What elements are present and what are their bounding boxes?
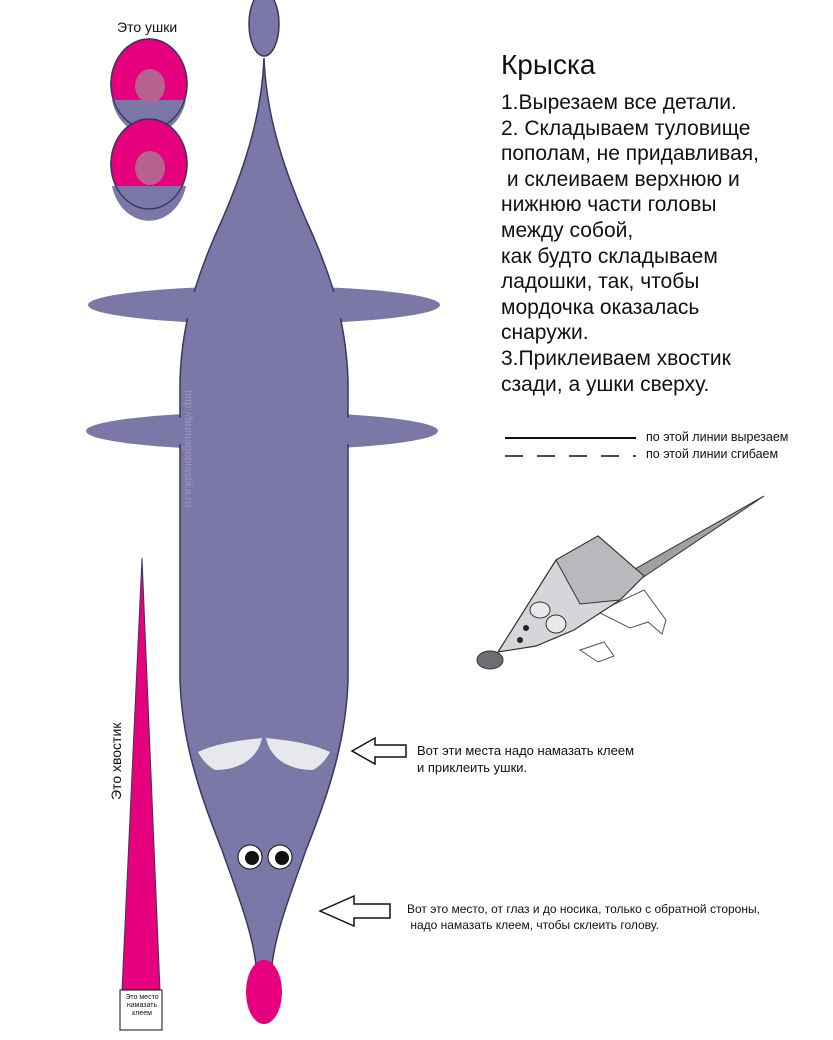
ear-bottom [111, 119, 187, 221]
glue-head-note: Вот это место, от глаз и до носика, только с обратной стороны, надо намазать клеем, чтобы склеить голову. [407, 902, 760, 932]
tail-glue-note: Это место намазать клеем [125, 994, 159, 1017]
watermark: http://bumagoplastika.ru [182, 390, 194, 508]
legend-cut-label: по этой линии вырезаем [646, 430, 789, 444]
page-title: Крыска [501, 49, 596, 80]
legend-fold-label: по этой линии сгибаем [646, 447, 779, 461]
glue-ears-note: Вот эти места надо намазать клеем и приклеить ушки. [417, 743, 635, 775]
nose [246, 960, 282, 1024]
tail [120, 558, 162, 1030]
outline-left-arrow-icon [320, 896, 390, 926]
paper-rat-illustration [477, 496, 764, 669]
instruction-steps: 1.Вырезаем все детали. 2. Складываем туловище пополам, не придавливая, и склеиваем верхнюю и нижнюю части головы между собой, как будто складываем ладошки, так, чтобы мордочка оказалась снаружи. 3.Приклеиваем хвостик сзади, а ушки сверху. [501, 91, 759, 396]
ears-label: Это ушки [117, 19, 178, 35]
outline-left-arrow-icon [352, 738, 406, 764]
tail-label: Это хвостик [108, 722, 124, 800]
